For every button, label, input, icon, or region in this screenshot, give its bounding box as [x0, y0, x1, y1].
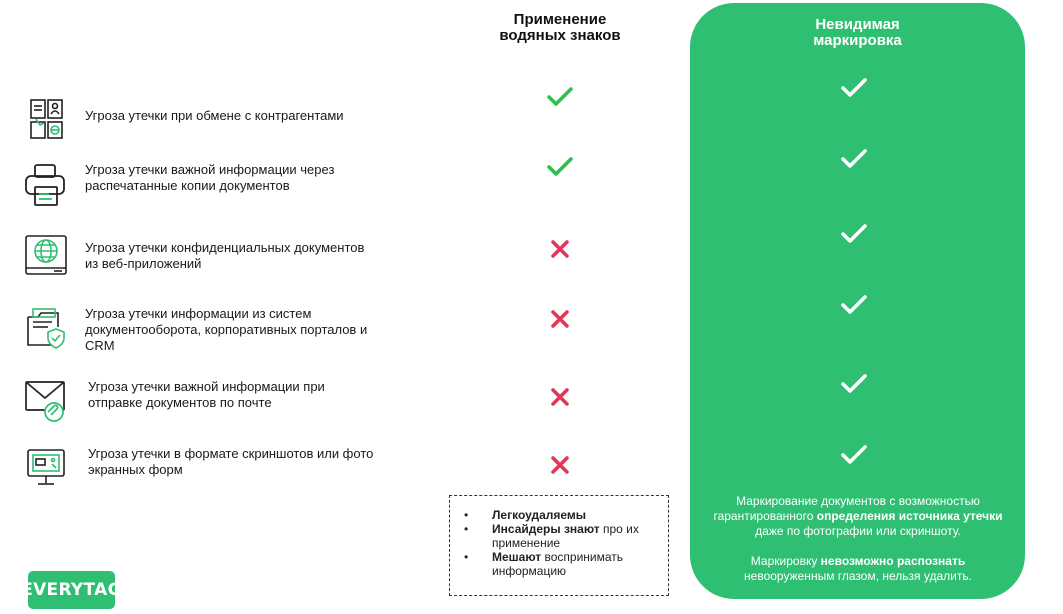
watermark-check-mark: [544, 81, 576, 113]
invisible-check-mark: [838, 439, 870, 471]
threat-text: Угроза утечки информации из систем документооборота, корпоративных порталов и CRM: [85, 306, 368, 353]
exchange-documents-icon: [24, 97, 70, 143]
watermarks-header-line1: Применение: [513, 11, 607, 28]
watermark-cross-mark: [544, 303, 576, 335]
invisible-check-mark: [838, 143, 870, 175]
watermark-cross-mark: [544, 449, 576, 481]
screenshot-monitor-icon: [24, 446, 70, 492]
everytag-logo: [21, 571, 122, 609]
drawback-item: • Мешают воспринимать информацию: [464, 550, 660, 578]
desc1-part-c: даже по фотографии или скриншоту.: [755, 524, 961, 538]
threat-text: Угроза утечки конфиденциальных документов из веб-приложений: [85, 240, 365, 271]
desc1-part-a: Маркирование документов с возможностью гарантированного: [713, 494, 980, 523]
printer-icon: [24, 162, 70, 208]
watermarks-header-line2: водяных знаков: [499, 27, 621, 44]
watermark-cross-mark: [544, 233, 576, 265]
invisible-check-mark: [838, 289, 870, 321]
desc2-part-a: Маркировку: [750, 554, 821, 568]
folder-shield-icon: [24, 305, 70, 351]
invisible-header-line2: маркировка: [813, 32, 902, 49]
drawback-item: • Легкоудаляемы: [464, 508, 660, 522]
watermarks-drawbacks-list: [464, 508, 660, 578]
watermarks-column-header: [480, 12, 640, 44]
desc1-part-bold: определения источника утечки: [816, 509, 1003, 523]
invisible-check-mark: [838, 218, 870, 250]
watermark-check-mark: [544, 151, 576, 183]
threat-text: Угроза утечки важной информации через распечатанные копии документов: [85, 162, 335, 193]
desc2-part-bold: невозможно распознать: [820, 554, 966, 568]
invisible-check-mark: [838, 368, 870, 400]
watermark-cross-mark: [544, 381, 576, 413]
watermarks-drawbacks-box: [449, 495, 669, 596]
desc2-part-c: невооруженным глазом, нельзя удалить.: [744, 569, 972, 583]
threat-text: Угроза утечки при обмене с контрагентами: [85, 108, 344, 123]
invisible-check-mark: [838, 72, 870, 104]
threat-text: Угроза утечки в формате скриншотов или фото экранных форм: [88, 446, 374, 477]
drawback-item: • Инсайдеры знают про их применение: [464, 522, 660, 550]
logo-text: EVERYTAG: [21, 580, 122, 600]
invisible-description-2: [708, 554, 1008, 584]
mail-attachment-icon: [24, 378, 70, 424]
invisible-description-1: [708, 494, 1008, 539]
invisible-header-line1: Невидимая: [815, 16, 900, 33]
invisible-column-header: [690, 17, 1025, 49]
web-monitor-icon: [24, 233, 70, 279]
threat-text: Угроза утечки важной информации при отправке документов по почте: [88, 379, 325, 410]
